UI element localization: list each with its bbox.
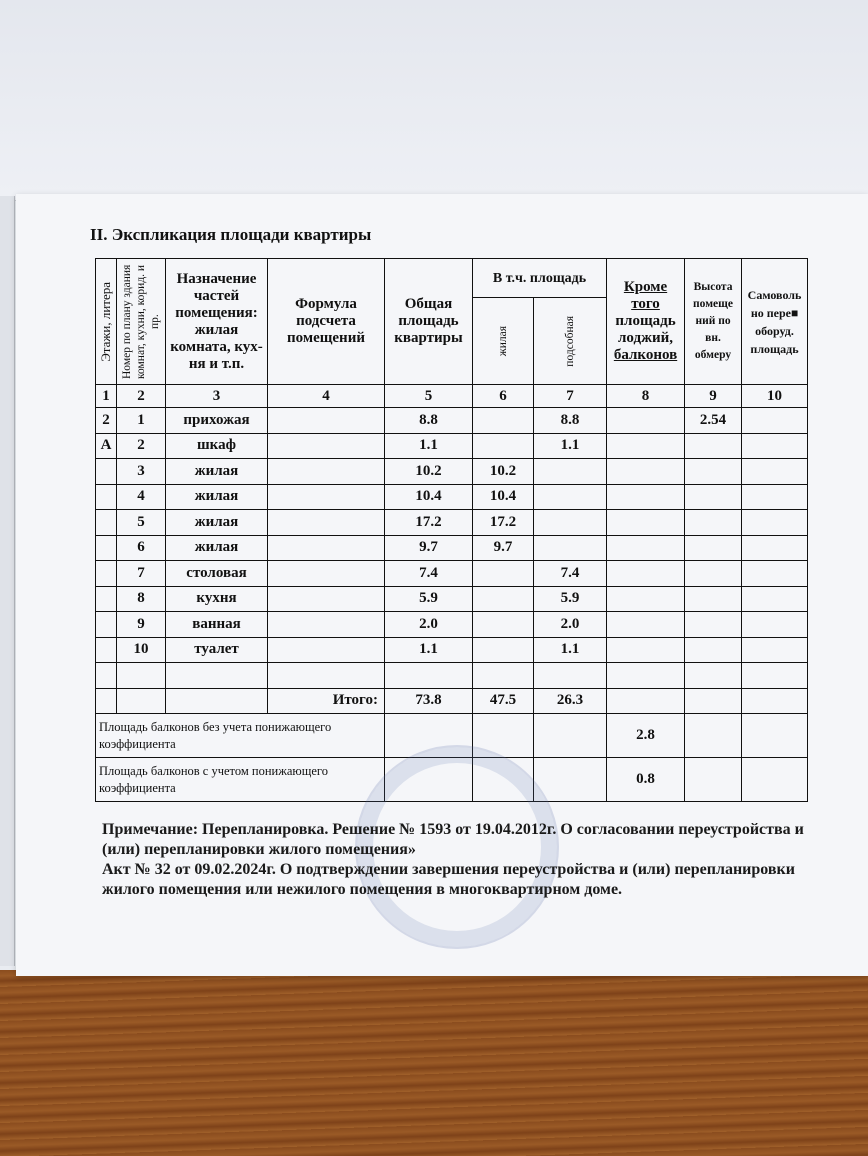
height-cell bbox=[685, 484, 742, 510]
height-cell bbox=[685, 561, 742, 587]
table-row bbox=[96, 612, 808, 638]
height-cell bbox=[685, 510, 742, 536]
living-area-sum: 47.5 bbox=[473, 688, 534, 714]
living-area-cell bbox=[473, 561, 534, 587]
living-area-cell bbox=[473, 612, 534, 638]
col8-line: балконов bbox=[613, 347, 678, 363]
page-edge bbox=[0, 196, 15, 966]
column-number: 1 bbox=[96, 385, 117, 408]
empty-cell bbox=[166, 688, 268, 714]
height-cell bbox=[685, 535, 742, 561]
room-number-cell: 2 bbox=[117, 433, 166, 459]
header-row bbox=[96, 259, 808, 298]
room-purpose-cell: жилая bbox=[166, 535, 268, 561]
room-number-cell: 1 bbox=[117, 408, 166, 434]
empty-cell bbox=[117, 663, 166, 689]
col5-line: квартиры bbox=[394, 330, 463, 346]
col9-line: Высота bbox=[693, 281, 733, 293]
floor-cell: 2 bbox=[96, 408, 117, 434]
col10-line: но пере■ bbox=[750, 305, 799, 320]
col5-line: Общая bbox=[404, 296, 453, 312]
col10-line: Самоволь bbox=[747, 287, 802, 302]
note-line-2: Акт № 32 от 09.02.2024г. О подтверждении завершения переустройства и (или) перепланировки жилого помещения или нежилого помещения в многоквартирном доме. bbox=[102, 861, 795, 898]
col8-line: лоджий, bbox=[618, 330, 673, 346]
unauthorized-cell bbox=[742, 612, 808, 638]
header-room-number: Номер по плану здания комнат, кухни, корид. и пр. bbox=[117, 259, 166, 385]
total-area-cell: 1.1 bbox=[385, 637, 473, 663]
aux-area-cell: 1.1 bbox=[534, 637, 607, 663]
empty-cell bbox=[685, 688, 742, 714]
header-incl-area: В т.ч. площадь bbox=[473, 259, 607, 298]
balcony-label: Площадь балконов без учета понижающего коэффициента bbox=[96, 714, 385, 758]
column-number: 2 bbox=[117, 385, 166, 408]
aux-area-sum: 26.3 bbox=[534, 688, 607, 714]
table-row bbox=[96, 433, 808, 459]
empty-cell bbox=[685, 758, 742, 802]
col9-line: обмеру bbox=[694, 349, 732, 361]
column-number: 5 bbox=[385, 385, 473, 408]
empty-cell bbox=[534, 714, 607, 758]
column-number: 9 bbox=[685, 385, 742, 408]
total-area-cell: 5.9 bbox=[385, 586, 473, 612]
room-number-cell: 8 bbox=[117, 586, 166, 612]
room-purpose-cell: прихожая bbox=[166, 408, 268, 434]
note-block bbox=[102, 820, 822, 900]
unauthorized-cell bbox=[742, 561, 808, 587]
room-number-cell: 4 bbox=[117, 484, 166, 510]
empty-cell bbox=[742, 714, 808, 758]
balcony-area-cell bbox=[607, 510, 685, 536]
total-area-cell: 10.2 bbox=[385, 459, 473, 485]
document-title: II. Экспликация площади квартиры bbox=[90, 225, 372, 244]
floor-cell: А bbox=[96, 433, 117, 459]
col9-line: ний по bbox=[695, 315, 731, 327]
aux-area-cell: 7.4 bbox=[534, 561, 607, 587]
unauthorized-cell bbox=[742, 637, 808, 663]
col3-line: жилая bbox=[194, 321, 239, 338]
unauthorized-cell bbox=[742, 586, 808, 612]
formula-cell bbox=[268, 510, 385, 536]
table-row bbox=[96, 637, 808, 663]
living-area-cell: 10.4 bbox=[473, 484, 534, 510]
formula-cell bbox=[268, 408, 385, 434]
room-number-cell: 6 bbox=[117, 535, 166, 561]
total-area-cell: 17.2 bbox=[385, 510, 473, 536]
header-auxiliary: подсобная bbox=[534, 298, 607, 385]
height-cell bbox=[685, 433, 742, 459]
living-area-cell: 10.2 bbox=[473, 459, 534, 485]
total-area-cell: 2.0 bbox=[385, 612, 473, 638]
living-area-cell bbox=[473, 586, 534, 612]
balcony-area-cell bbox=[607, 459, 685, 485]
col8-line: площадь bbox=[615, 313, 676, 329]
total-label: Итого: bbox=[268, 688, 385, 714]
header-formula bbox=[268, 259, 385, 385]
col4-line: помещений bbox=[287, 330, 365, 346]
empty-cell bbox=[473, 663, 534, 689]
room-number-cell: 10 bbox=[117, 637, 166, 663]
col10-line: оборуд. bbox=[755, 323, 794, 338]
balcony-area-cell bbox=[607, 433, 685, 459]
table-row bbox=[96, 408, 808, 434]
balcony-area-cell bbox=[607, 535, 685, 561]
column-number: 4 bbox=[268, 385, 385, 408]
floor-cell bbox=[96, 561, 117, 587]
formula-cell bbox=[268, 433, 385, 459]
room-purpose-cell: ванная bbox=[166, 612, 268, 638]
floor-cell bbox=[96, 484, 117, 510]
unauthorized-cell bbox=[742, 408, 808, 434]
col4-line: Формула bbox=[295, 296, 357, 312]
header-total-area bbox=[385, 259, 473, 385]
floor-cell bbox=[96, 459, 117, 485]
room-number-cell: 7 bbox=[117, 561, 166, 587]
total-area-cell: 1.1 bbox=[385, 433, 473, 459]
column-number: 3 bbox=[166, 385, 268, 408]
empty-cell bbox=[96, 663, 117, 689]
balcony-area-cell bbox=[607, 408, 685, 434]
balcony-area-cell bbox=[607, 586, 685, 612]
total-area-cell: 9.7 bbox=[385, 535, 473, 561]
background-sheet bbox=[0, 0, 868, 201]
empty-cell bbox=[742, 758, 808, 802]
room-purpose-cell: кухня bbox=[166, 586, 268, 612]
header-living: жилая bbox=[473, 298, 534, 385]
empty-cell bbox=[268, 663, 385, 689]
unauthorized-cell bbox=[742, 433, 808, 459]
formula-cell bbox=[268, 586, 385, 612]
balcony-value: 2.8 bbox=[607, 714, 685, 758]
col3-line: Назначение bbox=[176, 270, 257, 287]
col9-line: помеще bbox=[693, 298, 733, 310]
table-row bbox=[96, 484, 808, 510]
col8-line: Кроме bbox=[623, 279, 668, 295]
floor-cell bbox=[96, 535, 117, 561]
floor-cell bbox=[96, 586, 117, 612]
height-cell bbox=[685, 637, 742, 663]
unauthorized-cell bbox=[742, 484, 808, 510]
col5-line: площадь bbox=[398, 313, 459, 329]
unauthorized-cell bbox=[742, 535, 808, 561]
col3-line: ня и т.п. bbox=[188, 355, 245, 372]
room-purpose-cell: жилая bbox=[166, 510, 268, 536]
room-purpose-cell: шкаф bbox=[166, 433, 268, 459]
empty-cell bbox=[385, 663, 473, 689]
col3-line: комната, кух- bbox=[170, 338, 263, 355]
note-line-1: Примечание: Перепланировка. Решение № 1593 от 19.04.2012г. О согласовании переустройства и (или) перепланировки жилого помещения» bbox=[102, 821, 804, 858]
room-purpose-cell: столовая bbox=[166, 561, 268, 587]
formula-cell bbox=[268, 612, 385, 638]
room-purpose-cell: жилая bbox=[166, 484, 268, 510]
total-row bbox=[96, 688, 808, 714]
explication-table bbox=[95, 258, 808, 802]
unauthorized-cell bbox=[742, 510, 808, 536]
living-area-cell: 17.2 bbox=[473, 510, 534, 536]
table-row bbox=[96, 586, 808, 612]
empty-cell bbox=[534, 663, 607, 689]
col3-line: помещения: bbox=[175, 304, 258, 321]
aux-area-cell: 8.8 bbox=[534, 408, 607, 434]
header-floor: Этажи, литера bbox=[96, 259, 117, 385]
total-area-cell: 8.8 bbox=[385, 408, 473, 434]
balcony-area-cell bbox=[607, 612, 685, 638]
wooden-table bbox=[0, 970, 868, 1156]
header-height bbox=[685, 259, 742, 385]
living-area-cell bbox=[473, 637, 534, 663]
aux-area-cell bbox=[534, 484, 607, 510]
table-row bbox=[96, 535, 808, 561]
living-area-cell bbox=[473, 408, 534, 434]
empty-cell bbox=[742, 663, 808, 689]
balcony-area-cell bbox=[607, 484, 685, 510]
formula-cell bbox=[268, 459, 385, 485]
column-number: 7 bbox=[534, 385, 607, 408]
balcony-area-cell bbox=[607, 637, 685, 663]
formula-cell bbox=[268, 561, 385, 587]
floor-cell bbox=[96, 612, 117, 638]
living-area-cell bbox=[473, 433, 534, 459]
room-purpose-cell: туалет bbox=[166, 637, 268, 663]
column-number: 6 bbox=[473, 385, 534, 408]
height-cell bbox=[685, 612, 742, 638]
column-numbers-row bbox=[96, 385, 808, 408]
aux-area-cell: 2.0 bbox=[534, 612, 607, 638]
col8-line: того bbox=[631, 296, 660, 312]
aux-area-cell: 5.9 bbox=[534, 586, 607, 612]
table-row bbox=[96, 459, 808, 485]
empty-cell bbox=[607, 688, 685, 714]
room-number-cell: 9 bbox=[117, 612, 166, 638]
total-area-sum: 73.8 bbox=[385, 688, 473, 714]
room-number-cell: 5 bbox=[117, 510, 166, 536]
empty-cell bbox=[685, 663, 742, 689]
balcony-label: Площадь балконов с учетом понижающего коэффициента bbox=[96, 758, 385, 802]
formula-cell bbox=[268, 535, 385, 561]
room-purpose-cell: жилая bbox=[166, 459, 268, 485]
empty-cell bbox=[607, 663, 685, 689]
table-row bbox=[96, 561, 808, 587]
col9-line: вн. bbox=[705, 332, 721, 344]
empty-cell bbox=[117, 688, 166, 714]
col10-line: площадь bbox=[750, 341, 799, 356]
total-area-cell: 10.4 bbox=[385, 484, 473, 510]
empty-cell bbox=[742, 688, 808, 714]
total-area-cell: 7.4 bbox=[385, 561, 473, 587]
empty-cell bbox=[96, 688, 117, 714]
aux-area-cell: 1.1 bbox=[534, 433, 607, 459]
balcony-value: 0.8 bbox=[607, 758, 685, 802]
col4-line: подсчета bbox=[296, 313, 356, 329]
formula-cell bbox=[268, 484, 385, 510]
col3-line: частей bbox=[193, 287, 240, 304]
empty-cell bbox=[166, 663, 268, 689]
header-unauthorized bbox=[742, 259, 808, 385]
height-cell: 2.54 bbox=[685, 408, 742, 434]
room-number-cell: 3 bbox=[117, 459, 166, 485]
column-number: 10 bbox=[742, 385, 808, 408]
header-balconies bbox=[607, 259, 685, 385]
empty-cell bbox=[685, 714, 742, 758]
unauthorized-cell bbox=[742, 459, 808, 485]
formula-cell bbox=[268, 637, 385, 663]
floor-cell bbox=[96, 637, 117, 663]
height-cell bbox=[685, 586, 742, 612]
empty-row bbox=[96, 663, 808, 689]
aux-area-cell bbox=[534, 459, 607, 485]
living-area-cell: 9.7 bbox=[473, 535, 534, 561]
aux-area-cell bbox=[534, 510, 607, 536]
floor-cell bbox=[96, 510, 117, 536]
balcony-area-cell bbox=[607, 561, 685, 587]
table-row bbox=[96, 510, 808, 536]
column-number: 8 bbox=[607, 385, 685, 408]
header-purpose bbox=[166, 259, 268, 385]
height-cell bbox=[685, 459, 742, 485]
aux-area-cell bbox=[534, 535, 607, 561]
